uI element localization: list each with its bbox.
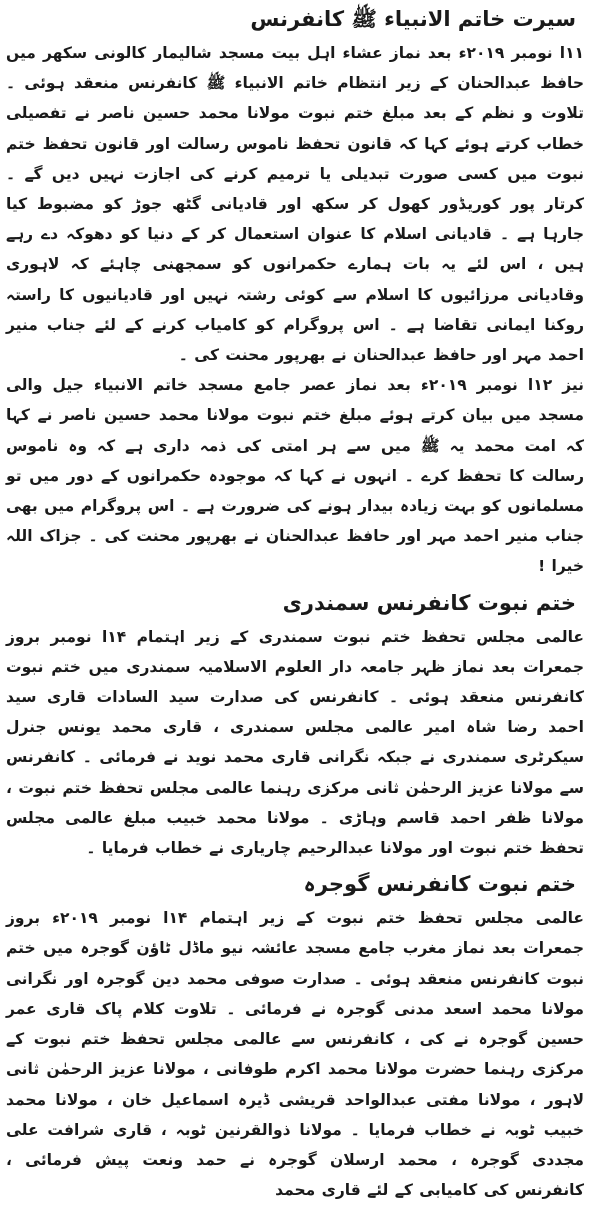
section-samundri-conference: [6, 588, 584, 864]
section-seerat-conference: [6, 4, 584, 582]
section-heading: ختم نبوت کانفرنس گوجرہ: [303, 872, 576, 897]
section-heading: سیرت خاتم الانبیاء ﷺ کانفرنس: [250, 7, 576, 31]
section-heading: ختم نبوت کانفرنس سمندری: [282, 590, 576, 615]
paragraph: ۱۱ا نومبر ۲۰۱۹ء بعد نماز عشاء اہل بیت مسجد شالیمار کالونی سکھر میں حافظ عبدالحنان کے زیر انتظام خاتم الانبیاء ﷺ کانفرنس منعقد ہوئی ۔ تلاوت و نظم کے بعد مبلغ ختم نبوت مولانا محمد حسین ناصر نے تفصیلی خطاب کرتے ہوئے کہا کہ قانون تحفظ ناموس رسالت اور قانون تحفظ ختم نبوت میں کسی صورت تبدیلی یا ترمیم کرنے کی اجازت نہیں دیں گے ۔ کرتار پور کوریڈور کھول کر سکھ اور قادیانی گٹھ جوڑ کو مضبوط کیا جارہا ہے ۔ قادیانی اسلام کا عنوان استعمال کر کے دنیا کو دھوکہ دے رہے ہیں ، اس لئے یہ بات ہمارے حکمرانوں کو سمجھنی چاہئے کہ لاہوری وقادیانی مرزائیوں کا اسلام سے کوئی رشتہ نہیں اور قادیانیوں کا راستہ روکنا ایمانی تقاضا ہے ۔ اس پروگرام کو کامیاب کرنے کے لئے جناب منیر احمد مہر اور حافظ عبدالحنان نے بھرپور محنت کی ۔: [6, 44, 584, 365]
paragraph: نیز ۱۲ا نومبر ۲۰۱۹ء بعد نماز عصر جامع مسجد خاتم الانبیاء جیل والی مسجد میں بیان کرتے ہوئے مبلغ ختم نبوت مولانا محمد حسین ناصر نے کہا کہ امت محمد یہ ﷺ میں سے ہر امتی کی ذمہ داری ہے کہ وہ ناموس رسالت کا تحفظ کرے ۔ انہوں نے کہا کہ موجودہ حکمرانوں کے دور میں تو مسلمانوں کو بہت زیادہ بیدار ہونے کی ضرورت ہے ۔ اس پروگرام میں بھی جناب منیر احمد مہر اور حافظ عبدالحنان نے بھرپور محنت کی ۔ جزاک اللہ خیرا !: [6, 376, 584, 576]
article-page: [6, 4, 585, 1200]
paragraph: عالمی مجلس تحفظ ختم نبوت کے زیر اہتمام ۱۴ا نومبر ۲۰۱۹ء بروز جمعرات بعد نماز مغرب جامع مسجد عائشہ نیو ماڈل ٹاؤن گوجرہ میں ختم نبوت کانفرنس منعقد ہوئی ۔ صدارت صوفی محمد دین گوجرہ اور نگرانی مولانا محمد اسعد مدنی گوجرہ نے فرمائی ۔ تلاوت کلام پاک قاری عمر حسین گوجرہ نے کی ، کانفرنس سے عالمی مجلس تحفظ ختم نبوت کے مرکزی رہنما حضرت مولانا محمد اکرم طوفانی ، مولانا عزیز الرحمٰن ثانی لاہور ، مولانا مفتی عبدالواحد قریشی ڈیرہ اسماعیل خان ، مولانا محمد خبیب ٹوبہ نے خطاب فرمایا ۔ مولانا ذوالقرنین ٹوبہ ، قاری شرافت علی مجددی گوجرہ ، محمد ارسلان گوجرہ نے حمد ونعت پیش فرمائی ، کانفرنس کی کامیابی کے لئے قاری محمد: [6, 909, 584, 1200]
paragraph: عالمی مجلس تحفظ ختم نبوت سمندری کے زیر اہتمام ۱۴ا نومبر بروز جمعرات بعد نماز ظہر جامعہ دار العلوم الاسلامیہ سمندری میں ختم نبوت کانفرنس منعقد ہوئی ۔ کانفرنس کی صدارت سید السادات قاری سید احمد رضا شاہ امیر عالمی مجلس سمندری ، قاری محمد یونس جنرل سیکرٹری سمندری نے جبکہ نگرانی قاری محمد نوید نے فرمائی ۔ کانفرنس سے مولانا عزیز الرحمٰن ثانی مرکزی رہنما عالمی مجلس تحفظ ختم نبوت ، مولانا ظفر احمد قاسم وہاڑی ۔ مولانا محمد خبیب مبلغ عالمی مجلس تحفظ ختم نبوت اور مولانا عبدالرحیم چاریاری نے خطاب فرمایا ۔: [6, 627, 585, 858]
